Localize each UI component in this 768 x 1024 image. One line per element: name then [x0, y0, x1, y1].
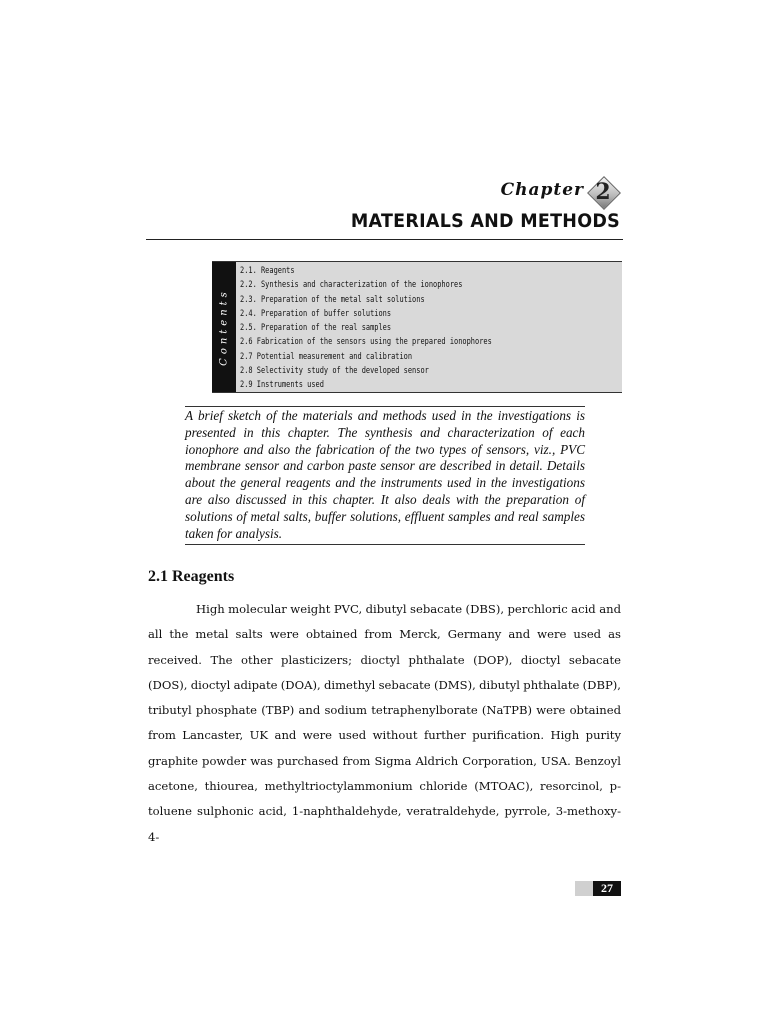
page-number-box: [575, 881, 621, 896]
contents-box: [212, 261, 622, 393]
chapter-label: [0, 180, 618, 200]
chapter-word: Chapter: [500, 180, 584, 200]
page-number: 27: [593, 881, 621, 896]
contents-item: 2.1. Reagents: [240, 266, 295, 276]
body-paragraph: High molecular weight PVC, dibutyl sebacate (DBS), perchloric acid and all the metal salts were obtained from Merck, Germany and were used as received. The other plasticizers; dioctyl phthalate (DOP), dioctyl sebacate (DOS), dioctyl adipate (DOA), dimethyl sebacate (DMS), dibutyl phthalate (DBP), tributyl phosphate (TBP) and sodium tetraphenylborate (NaTPB) were obtained from Lancaster, UK and were used without further purification. High purity graphite powder was purchased from Sigma Aldrich Corporation, USA. Benzoyl acetone, thiourea, methyltrioctylammonium chloride (MTOAC), resorcinol, p-toluene sulphonic acid, 1-naphthaldehyde, veratraldehyde, pyrrole, 3-methoxy-4-: [148, 602, 621, 844]
chapter-number-badge: [588, 177, 618, 207]
contents-list: [236, 262, 622, 392]
page-number-accent: [575, 881, 593, 896]
chapter-title: MATERIALS AND METHODS: [350, 210, 620, 232]
contents-item: 2.9 Instruments used: [240, 380, 324, 391]
contents-item: 2.4. Preparation of buffer solutions: [240, 308, 392, 319]
title-rule: [146, 239, 623, 240]
chapter-abstract: [185, 406, 585, 545]
contents-item: 2.6 Fabrication of the sensors using the prepared ionophores: [240, 337, 492, 348]
abstract-text: A brief sketch of the materials and methods used in the investigations is presented in this chapter. The synthesis and characterization of each ionophore and also the fabrication of the two types of sensors, viz., PVC membrane sensor and carbon paste sensor are described in detail. Details about the general reagents and the instruments used in the investigations are also discussed in this chapter. It also deals with the preparation of solutions of metal salts, buffer solutions, effluent samples and real samples taken for analysis.: [185, 408, 585, 541]
contents-item: 2.3. Preparation of the metal salt solutions: [240, 294, 425, 305]
chapter-number: 2: [595, 179, 611, 205]
contents-side-label: [212, 262, 236, 392]
contents-side-text: Contents: [218, 288, 230, 366]
contents-item: 2.5. Preparation of the real samples: [240, 323, 392, 334]
contents-item: 2.8 Selectivity study of the developed sensor: [240, 366, 429, 377]
contents-item: 2.7 Potential measurement and calibration: [240, 351, 413, 362]
section-heading: 2.1 Reagents: [148, 568, 235, 585]
contents-item: 2.2. Synthesis and characterization of the ionophores: [240, 280, 463, 291]
